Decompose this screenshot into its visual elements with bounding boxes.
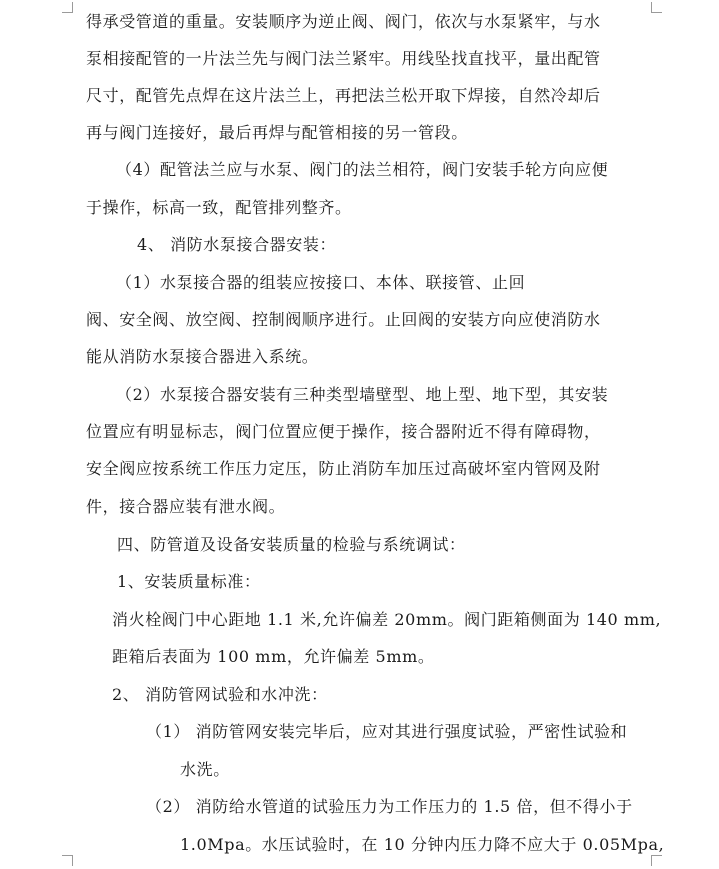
text-line-2: 泵相接配管的一片法兰先与阀门法兰紧牢。用线坠找直找平，量出配管 [86, 49, 601, 68]
text-line-8: （1）水泵接合器的组装应按接口、本体、联接管、止回 [116, 273, 526, 292]
text-line-20: （1） 消防管网安装完毕后，应对其进行强度试验，严密性试验和 [146, 722, 628, 741]
section-heading-4: 4、 消防水泵接合器安装： [137, 235, 337, 254]
subsection-heading-1: 1、安装质量标准： [117, 572, 261, 591]
text-line-18: 距箱后表面为 100 mm，允许偏差 5mm。 [112, 647, 435, 666]
text-line-21: 水洗。 [180, 760, 230, 779]
text-line-3: 尺寸，配管先点焊在这片法兰上，再把法兰松开取下焊接，自然冷却后 [86, 86, 601, 105]
text-line-22: （2） 消防给水管道的试验压力为工作压力的 1.5 倍，但不得小于 [146, 797, 633, 816]
text-line-4: 再与阀门连接好，最后再焊与配管相接的另一管段。 [86, 123, 468, 142]
page-corner-mark-top-right [651, 2, 662, 13]
text-line-13: 安全阀应按系统工作压力定压，防止消防车加压过高破坏室内管网及附 [86, 459, 601, 478]
subsection-heading-2: 2、 消防管网试验和水冲洗： [112, 685, 328, 704]
text-line-5: （4）配管法兰应与水泵、阀门的法兰相符，阀门安装手轮方向应便 [116, 160, 609, 179]
text-line-1: 得承受管道的重量。安装顺序为逆止阀、阀门，依次与水泵紧牢，与水 [86, 12, 601, 31]
text-line-14: 件，接合器应装有泄水阀。 [86, 497, 286, 516]
text-line-23: 1.0Mpa。水压试验时，在 10 分钟内压力降不应大于 0.05Mpa, [180, 835, 665, 854]
page-corner-mark-top-left [62, 2, 73, 13]
page-corner-mark-bottom-left [62, 855, 73, 866]
text-line-17: 消火栓阀门中心距地 1.1 米,允许偏差 20mm。阀门距箱侧面为 140 mm, [112, 610, 662, 629]
text-line-6: 于操作，标高一致，配管排列整齐。 [86, 198, 352, 217]
page-corner-mark-bottom-right [651, 855, 662, 866]
text-line-12: 位置应有明显标志，阀门位置应便于操作，接合器附近不得有障碍物， [86, 422, 601, 441]
section-heading-four: 四、防管道及设备安装质量的检验与系统调试： [117, 535, 466, 554]
text-line-10: 能从消防水泵接合器进入系统。 [86, 347, 319, 366]
text-line-9: 阀、安全阀、放空阀、控制阀顺序进行。止回阀的安装方向应使消防水 [86, 310, 601, 329]
text-line-11: （2）水泵接合器安装有三种类型墙壁型、地上型、地下型，其安装 [116, 385, 609, 404]
